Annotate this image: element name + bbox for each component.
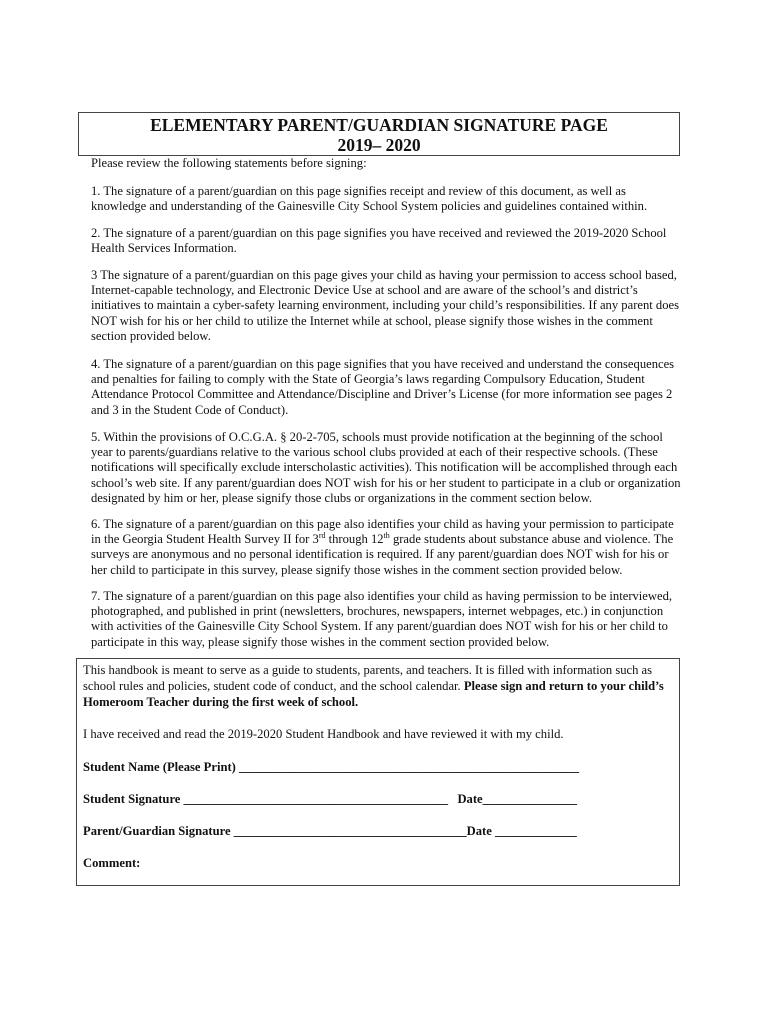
comment-field[interactable]: Comment: bbox=[83, 856, 141, 870]
statement-6-sup2: th bbox=[383, 531, 390, 541]
statement-4: 4. The signature of a parent/guardian on this page signifies that you have received and understand the consequences and penalties for failing to comply with the State of Georgia’s laws regarding Compulsory Education, Student Attendance Protocol Committee and Attendance/Discipline and Driver’s License (for more information see pages 2 and 3 in the Student Code of Conduct). bbox=[91, 357, 675, 417]
statement-6-part3: grade students about substance abuse and violence. The surveys are anonymous and no personal identification is required. If any parent/guardian does NOT wish for his or her child to participate in this survey, please signify those wishes in the comment section provided below. bbox=[91, 532, 674, 577]
handbook-paragraph bbox=[83, 662, 675, 710]
statement-1: 1. The signature of a parent/guardian on this page signifies receipt and review of this document, as well as knowledge and understanding of the Gainesville City School System policies and guidelines contained within. bbox=[91, 184, 648, 214]
handbook-instruction: Please sign and return to your child’s Homeroom Teacher during the first week of school. bbox=[83, 679, 664, 709]
page-title: ELEMENTARY PARENT/GUARDIAN SIGNATURE PAGE bbox=[150, 115, 608, 135]
statement-6-sup1: rd bbox=[318, 531, 326, 541]
parent-signature-field[interactable]: Parent/Guardian Signature _____________________________________Date _____________ bbox=[83, 824, 577, 838]
statement-7: 7. The signature of a parent/guardian on this page also identifies your child as having permission to be interviewed, photographed, and published in print (newsletters, brochures, newspapers, internet webpages, etc.) in conjunction with activities of the Gainesville City School System. If any parent/guardian does NOT wish for his or her child to participate in this way, please signify those wishes in the comment section provided below. bbox=[91, 589, 673, 649]
intro-text: Please review the following statements before signing: bbox=[91, 156, 367, 170]
handbook-text: This handbook is meant to serve as a guide to students, parents, and teachers. It is filled with information such as school rules and policies, student code of conduct, and the school calendar. bbox=[83, 663, 653, 693]
statement-3: 3 The signature of a parent/guardian on this page gives your child as having your permission to access school based, Internet-capable technology, and Electronic Device Use at school and are aware of the school’s and district’s initiatives to maintain a cyber-safety learning environment, including your child’s responsibilities. If any parent does NOT wish for his or her child to utilize the Internet while at school, please signify those wishes in the comment section provided below. bbox=[91, 268, 680, 343]
signature-form-box bbox=[76, 658, 680, 886]
statement-6-part2: through 12 bbox=[325, 532, 384, 547]
statement-5: 5. Within the provisions of O.C.G.A. § 20-2-705, schools must provide notification at the beginning of the school year to parents/guardians relative to the various school clubs provided at each of their respective schools. (These notifications will specifically exclude interscholastic activities). This notification will be accomplished through each school’s web site. If any parent/guardian does NOT wish for his or her student to participate in a club or organization designated by him or her, please signify those clubs or organizations in the comment section below. bbox=[91, 430, 681, 505]
student-name-field[interactable]: Student Name (Please Print) ______________________________________________________ bbox=[83, 760, 580, 774]
received-statement: I have received and read the 2019-2020 Student Handbook and have reviewed it with my child. bbox=[83, 727, 564, 741]
student-signature-field[interactable]: Student Signature __________________________________________ Date_______________ bbox=[83, 792, 578, 806]
statement-6-part1: 6. The signature of a parent/guardian on this page also identifies your child as having your permission to participate in the Georgia Student Health Survey II for 3 bbox=[91, 517, 674, 547]
title-box bbox=[78, 112, 680, 156]
statement-6 bbox=[91, 517, 683, 578]
statement-2: 2. The signature of a parent/guardian on this page signifies you have received and reviewed the 2019-2020 School Health Services Information. bbox=[91, 226, 667, 256]
school-year: 2019– 2020 bbox=[337, 135, 421, 155]
